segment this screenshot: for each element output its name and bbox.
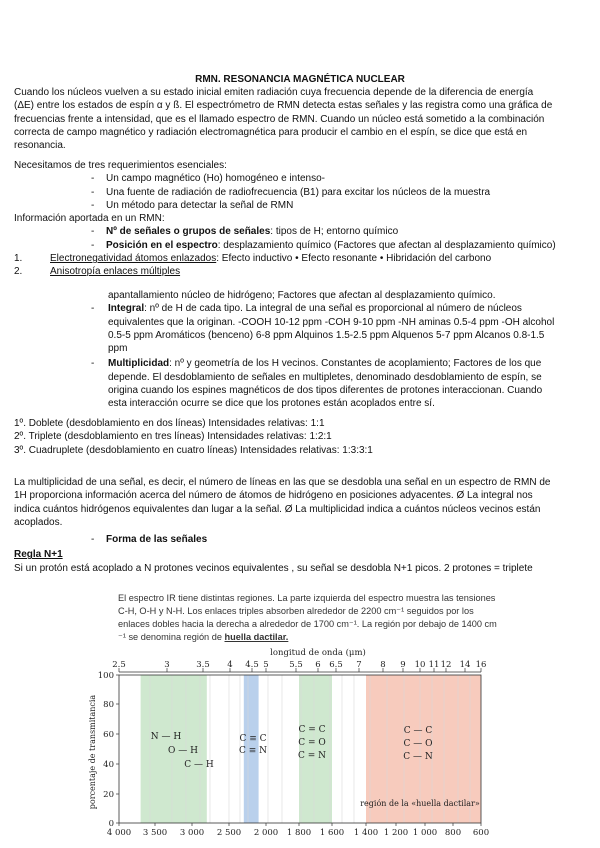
top-tick-label: 4 (227, 660, 233, 670)
top-tick-label: 9 (400, 660, 406, 670)
top-tick-label: 5.5 (289, 660, 303, 670)
bottom-tick-label: 1 600 (319, 828, 345, 838)
intro-line: resonancia. (14, 140, 66, 152)
top-tick-label: 14 (459, 660, 471, 670)
bond-label: C — O (403, 739, 433, 749)
bottom-tick-label: 600 (472, 828, 490, 838)
list-item: 3º. Cuadruplete (desdoblamiento en cuatro líneas) Intensidades relativas: 1:3:3:1 (14, 444, 373, 456)
top-axis-label: longitud de onda (μm) (270, 648, 366, 658)
bond-label: C = C (298, 725, 326, 735)
bottom-tick-label: 2 000 (253, 828, 279, 838)
top-tick-label: 8 (380, 660, 386, 670)
region-band (299, 675, 332, 823)
fingerprint-note: región de la «huella dactilar» (360, 799, 480, 808)
bond-label: C ≡ N (238, 746, 268, 756)
bottom-tick-label: 1 400 (353, 828, 379, 838)
top-tick-label: 6 (315, 660, 321, 670)
list-item: - Una fuente de radiación de radiofrecuencia (B1) para excitar los núcleos de la muestra (91, 186, 491, 198)
list-item: 2º. Triplete (desdoblamiento en tres líneas) Intensidades relativas: 1:2:1 (14, 431, 332, 443)
list-item: - Nº de señales o grupos de señales: tipos de H; entorno químico (91, 226, 399, 238)
top-tick-label: 5 (263, 660, 269, 670)
y-tick-label: 40 (103, 760, 114, 770)
info-heading: Información aportada en un RMN: (14, 213, 165, 225)
multiplicity-item: - Multiplicidad: nº y geometría de los H vecinos. Constantes de acoplamiento; Factores de los que depende. El desdoblamiento de señales en multipletes, denominado desdoblamiento de espín, se origina cuando los espines magnéticos de dos tipos diferentes de protones interaccionan. Cuando esta interacción ocurre se dice que los protones están acoplados entre sí. (91, 358, 543, 410)
y-tick-label: 100 (97, 671, 114, 681)
ir-caption: El espectro IR tiene distintas regiones. La parte izquierda del espectro muestra las tensiones C-H, O-H y N-H. Los enlaces triples absorben alrededor de 2200 cm⁻¹ seguidos por los enlaces dobles hacia la derecha a alrededor de 1700 cm⁻¹. La región por debajo de 1400 cm ⁻¹ se denomina región de huella dactilar. (118, 593, 497, 642)
top-tick-label: 3.5 (196, 660, 210, 670)
bottom-tick-label: 1 000 (412, 828, 438, 838)
list-item: - Un método para detectar la señal de RMN (91, 199, 294, 211)
bottom-tick-label: 800 (444, 828, 462, 838)
bottom-tick-label: 4 000 (106, 828, 132, 838)
bottom-tick-label: 3 000 (179, 828, 205, 838)
bond-label: C = O (298, 738, 326, 748)
rule-heading: Regla N+1 (14, 549, 63, 561)
top-tick-label: 4.5 (245, 660, 259, 670)
top-tick-label: 2.5 (112, 660, 126, 670)
list-item: 1º. Doblete (desdoblamiento en dos líneas) Intensidades relativas: 1:1 (14, 418, 325, 429)
bottom-tick-label: 2 500 (216, 828, 242, 838)
bond-label: O — H (168, 746, 198, 756)
intro-line: Cuando los núcleos vuelven a su estado inicial emiten radiación cuya frecuencia depende de la diferencia de energía (14, 87, 534, 98)
y-tick-label: 0 (108, 819, 114, 829)
top-tick-label: 3 (164, 660, 170, 670)
bottom-tick-label: 1 800 (286, 828, 312, 838)
top-tick-label: 12 (440, 660, 452, 670)
bond-label: C — N (403, 752, 433, 762)
y-tick-label: 60 (103, 730, 114, 740)
bond-label: N — H (150, 732, 182, 742)
top-tick-label: 11 (428, 660, 440, 670)
bond-label: C — C (403, 726, 433, 736)
rule-text: Si un protón está acoplado a N protones vecinos equivalentes , su señal se desdobla N+1 picos. 2 protones = triplete (14, 562, 533, 574)
numbered-item: 2. Anisotropía enlaces múltiples (14, 266, 181, 278)
y-axis-label: porcentaje de transmitancia (88, 694, 97, 810)
anisotropy-continuation: apantallamiento núcleo de hidrógeno; Factores que afectan al desplazamiento químico. (108, 290, 496, 301)
intro-line: (ΔE) entre los estados de espín α y ß. El espectrómetro de RMN detecta estas señales y las registra como una gráfica de (14, 100, 553, 112)
top-tick-label: 7 (356, 660, 362, 670)
bottom-tick-label: 3 500 (142, 828, 168, 838)
bond-label: C = N (297, 751, 327, 761)
requirements-heading: Necesitamos de tres requerimientos esenciales: (14, 160, 227, 171)
bond-label: C ≡ C (239, 734, 267, 744)
top-tick-label: 6.5 (329, 660, 343, 670)
bond-label: C — H (184, 760, 214, 770)
integral-item: - Integral: nº de H de cada tipo. La integral de una señal es proporcional al número de núcleos equivalentes que la originan. -COOH 10-12 ppm -COH 9-10 ppm -NH aminas 0.5-4 ppm -OH alcohol 0.5-5 ppm Aromáticos (benceno) 6-8 ppm Alquinos 1.5-2.5 ppm Alquenos 5-7 ppm Alcanos 0.8-1.5 ppm (91, 303, 555, 355)
intro-line: frecuencias frente a intensidad, que es el llamado espectro de RMN. Cuando un núcleo está sometido a la combinación (14, 113, 545, 125)
numbered-item: 1. Electronegatividad átomos enlazados: Efecto inductivo • Efecto resonante • Hibridación del carbono (14, 253, 492, 265)
list-item: - Posición en el espectro: desplazamiento químico (Factores que afectan al desplazamiento químico) (91, 239, 556, 251)
top-tick-label: 10 (414, 660, 426, 670)
top-tick-label: 16 (475, 660, 487, 670)
multiplicity-paragraph: La multiplicidad de una señal, es decir, el número de líneas en las que se desdobla una señal en un espectro de RMN de 1H proporciona información acerca del número de átomos de hidrógeno en posiciones adyacentes. Ø La integral nos indica cuántos hidrógenos equivalentes dan lugar a la señal. Ø La multiplicidad indica a cuántos núcleos vecinos están acoplados. (14, 477, 551, 528)
shape-heading: - Forma de las señales (91, 534, 208, 545)
bottom-tick-label: 1 200 (383, 828, 409, 838)
y-tick-label: 20 (103, 790, 114, 800)
page-title: RMN. RESONANCIA MAGNÉTICA NUCLEAR (195, 74, 405, 85)
y-tick-label: 80 (103, 700, 114, 710)
intro-line: correcta de campo magnético y radiación electromagnética para producir el cambio en el espín, se dice que está en (14, 126, 528, 138)
list-item: - Un campo magnético (Ho) homogéneo e intenso- (91, 173, 326, 185)
